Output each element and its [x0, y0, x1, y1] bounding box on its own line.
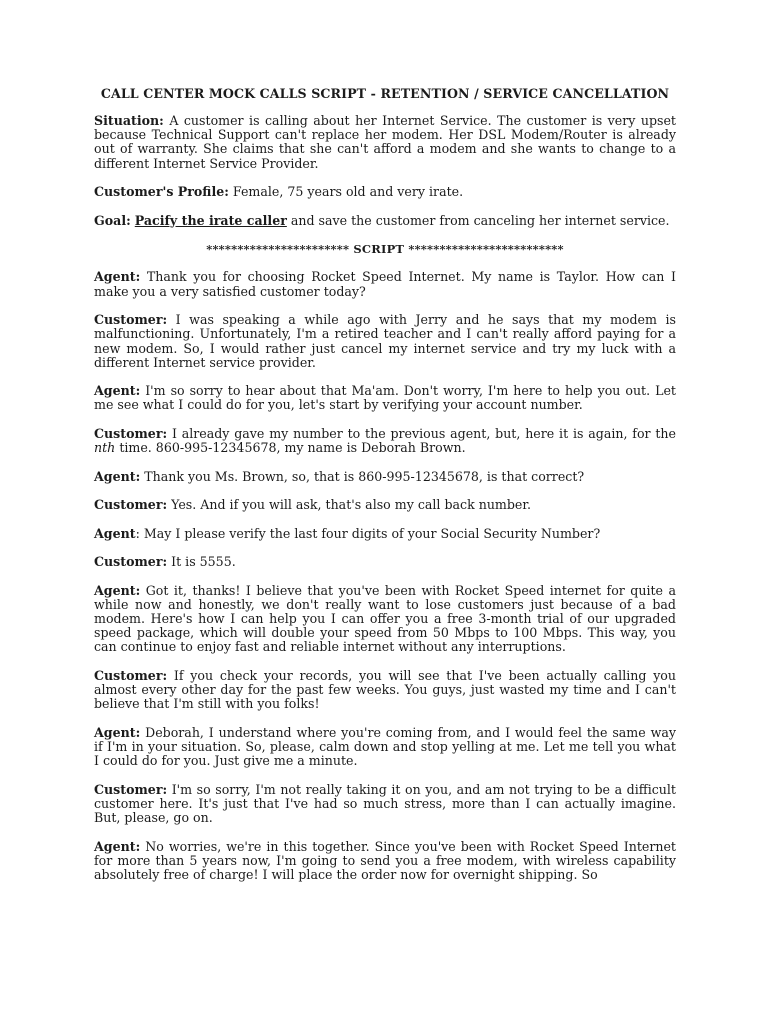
dialogue-text: I'm so sorry to hear about that Ma'am. Don't worry, I'm here to help you out. Let me see what I could do for you, let's start by verifying your account number. — [94, 383, 676, 413]
speaker-label: Agent: — [94, 724, 141, 740]
dialogue-line — [94, 313, 676, 370]
document-title: CALL CENTER MOCK CALLS SCRIPT - RETENTION / SERVICE CANCELLATION — [100, 86, 670, 101]
dialogue-line — [94, 470, 676, 484]
dialogue-italic: nth — [94, 440, 116, 456]
speaker-label: Customer: — [94, 425, 168, 441]
profile-paragraph — [94, 185, 676, 199]
dialogue-line — [94, 427, 676, 455]
dialogue-line — [94, 270, 676, 298]
dialogue-line — [94, 555, 676, 569]
dialogue-text: Deborah, I understand where you're coming from, and I would feel the same way if I'm in your situation. So, please, calm down and stop yelling at me. Let me tell you what I could do for you. Just give me a minute. — [94, 724, 676, 769]
speaker-label: Customer: — [94, 781, 168, 797]
profile-label: Customer's Profile: — [94, 184, 229, 200]
dialogue-line — [94, 498, 676, 512]
dialogue-line — [94, 584, 676, 655]
speaker-label: Agent: — [94, 838, 141, 854]
dialogue-text: If you check your records, you will see that I've been actually calling you almost every other day for the past few weeks. You guys, just wasted my time and I can't believe that I'm still with you folks! — [94, 667, 677, 712]
dialogue-text: Yes. And if you will ask, that's also my call back number. — [171, 497, 532, 513]
dialogue-line — [94, 840, 676, 883]
dialogue-text: : May I please verify the last four digits of your Social Security Number? — [135, 525, 601, 541]
situation-text: A customer is calling about her Internet Service. The customer is very upset because Technical Support can't replace her modem. Her DSL Modem/Router is already out of warranty. She claims that she can't afford a modem and she wants to change to a different Internet Service Provider. — [94, 113, 676, 171]
situation-paragraph — [94, 114, 676, 171]
dialogue-line — [94, 527, 676, 541]
speaker-label: Customer: — [94, 497, 168, 513]
dialogue-text: Thank you Ms. Brown, so, that is 860-995-12345678, is that correct? — [144, 468, 585, 484]
speaker-label: Agent: — [94, 582, 141, 598]
script-divider: *********************** SCRIPT ************************* — [206, 242, 564, 257]
dialogue-text: I was speaking a while ago with Jerry and he says that my modem is malfunctioning. Unfortunately, I'm a retired teacher and I can't really afford paying for a new modem. So, I would rather just cancel my internet service and try my luck with a different Internet service provider. — [94, 312, 676, 370]
dialogue-line — [94, 669, 676, 712]
dialogue-text: Got it, thanks! I believe that you've been with Rocket Speed internet for quite a while now and honestly, we don't really want to lose customers just because of a bad modem. Here's how I can help you I can offer you a free 3-month trial of our upgraded speed package, which will double your speed from 50 Mbps to 100 Mbps. This way, you can continue to enjoy fast and reliable internet without any interruptions. — [94, 582, 676, 655]
speaker-label: Agent: — [94, 269, 141, 285]
dialogue-text: No worries, we're in this together. Since you've been with Rocket Speed Internet for more than 5 years now, I'm going to send you a free modem, with wireless capability absolutely free of charge! I will place the order now for overnight shipping. So — [94, 838, 676, 883]
speaker-label: Customer: — [94, 667, 168, 683]
dialogue-line — [94, 384, 676, 412]
goal-paragraph — [94, 214, 676, 228]
dialogue-line — [94, 726, 676, 769]
speaker-label: Agent: — [94, 468, 141, 484]
situation-label: Situation: — [94, 113, 164, 128]
goal-text: and save the customer from canceling her internet service. — [290, 212, 670, 228]
dialogue-text: I'm so sorry, I'm not really taking it on you, and am not trying to be a difficult customer here. It's just that I've had so much stress, more than I can actually imagine. But, please, go on. — [94, 781, 676, 826]
dialogue-text: time. 860-995-12345678, my name is Deborah Brown. — [119, 440, 466, 456]
dialogue-text: Thank you for choosing Rocket Speed Internet. My name is Taylor. How can I make you a very satisfied customer today? — [94, 269, 676, 299]
dialogue-text: I already gave my number to the previous agent, but, here it is again, for the — [171, 425, 676, 441]
speaker-label: Agent: — [94, 383, 141, 399]
speaker-label: Customer: — [94, 554, 168, 570]
goal-emphasis: Pacify the irate caller — [134, 212, 287, 228]
goal-label: Goal: — [94, 212, 131, 228]
speaker-label: Customer: — [94, 312, 168, 328]
profile-text: Female, 75 years old and very irate. — [232, 184, 464, 200]
dialogue-text: It is 5555. — [171, 554, 236, 570]
speaker-label: Agent — [94, 525, 136, 541]
dialogue-line — [94, 783, 676, 826]
